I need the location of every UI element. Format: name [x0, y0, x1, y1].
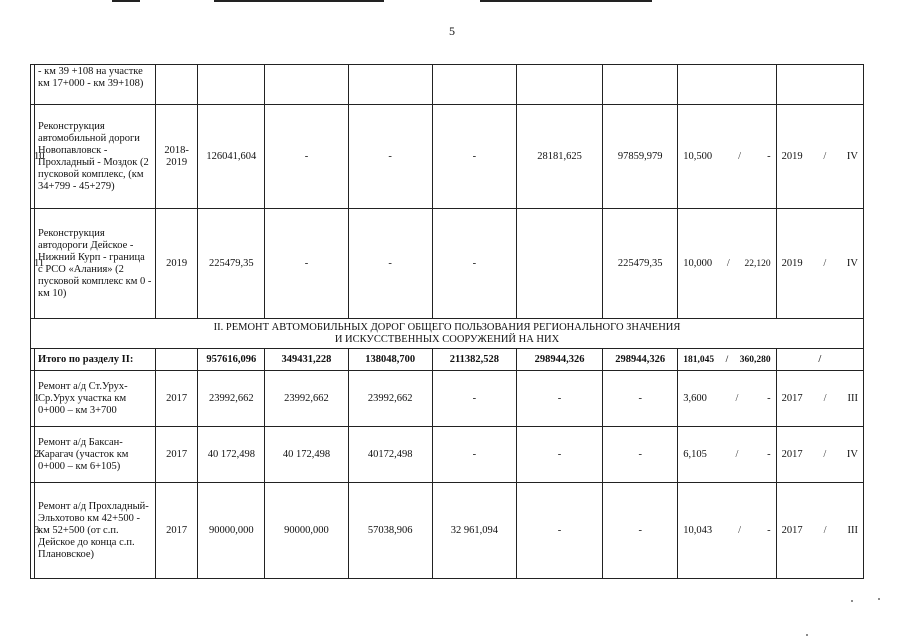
- cell-c2018: 23992,662: [348, 371, 432, 427]
- cell-c2020: -: [516, 427, 602, 483]
- cell-c2019: -: [432, 371, 516, 427]
- cell-years: 2019: [155, 209, 198, 319]
- cell-c2018: 57038,906: [348, 483, 432, 579]
- total-years: [155, 349, 198, 371]
- header-rule-right: [480, 0, 652, 2]
- object-name: Ремонт а/д Баксан-Карагач (участок км 0+000 – км 6+105): [35, 427, 156, 483]
- cell-c2021: -: [603, 427, 678, 483]
- table-row: [31, 427, 864, 483]
- slash-separator: /: [823, 150, 827, 162]
- section-header-line2: И ИСКУССТВЕННЫХ СООРУЖЕНИЙ НА НИХ: [334, 333, 560, 345]
- slash-separator: /: [818, 353, 822, 365]
- cell-total: 90000,000: [198, 483, 265, 579]
- slash-separator: /: [726, 257, 730, 269]
- length-b: 22,120: [744, 258, 771, 269]
- cell-c2020: 28181,625: [516, 105, 602, 209]
- length-a: 10,000: [683, 257, 713, 269]
- cell-c2019: [432, 65, 516, 105]
- total-2020: 298944,326: [516, 349, 602, 371]
- slash-separator: /: [823, 448, 827, 460]
- cell-c2019: -: [432, 105, 516, 209]
- deadline-year: 2017: [781, 524, 803, 536]
- length-cell: [678, 65, 776, 105]
- total-label: Итого по разделу II:: [35, 349, 156, 371]
- length-a: 10,500: [683, 150, 713, 162]
- cell-years: 2017: [155, 371, 198, 427]
- section-header-line1: II. РЕМОНТ АВТОМОБИЛЬНЫХ ДОРОГ ОБЩЕГО ПОЛЬЗОВАНИЯ РЕГИОНАЛЬНОГО ЗНАЧЕНИЯ: [213, 321, 681, 333]
- deadline-cell: [776, 371, 863, 427]
- scan-speck: [806, 634, 808, 636]
- slash-separator: /: [823, 257, 827, 269]
- cell-c2017: 23992,662: [265, 371, 348, 427]
- total-length-cell: [678, 349, 776, 371]
- length-b: -: [767, 448, 771, 460]
- table-section-header: [31, 319, 864, 349]
- cell-years: 2017: [155, 427, 198, 483]
- cell-c2017: 40 172,498: [265, 427, 348, 483]
- length-cell: [678, 371, 776, 427]
- object-name: Реконструкция автомобильной дороги Новопавловск - Прохладный - Моздок (2 пусковой комплекс, (км 34+799 - 45+279): [35, 105, 156, 209]
- total-sum: 957616,096: [198, 349, 265, 371]
- total-length-b: 360,280: [739, 354, 771, 365]
- table-row: [31, 105, 864, 209]
- deadline-cell: [776, 209, 863, 319]
- slash-separator: /: [823, 524, 827, 536]
- object-name: Ремонт а/д Прохладный-Эльхотово км 42+500 - км 52+500 (от с.п. Дейское до конца с.п. Плановское): [35, 483, 156, 579]
- cell-c2020: -: [516, 483, 602, 579]
- cell-c2019: -: [432, 209, 516, 319]
- cell-c2017: -: [265, 209, 348, 319]
- deadline-quarter: IV: [846, 257, 858, 269]
- cell-c2021: -: [603, 483, 678, 579]
- cell-years: [155, 65, 198, 105]
- cell-c2017: -: [265, 105, 348, 209]
- deadline-quarter: III: [847, 392, 858, 404]
- cell-c2021: -: [603, 371, 678, 427]
- cell-c2020: [516, 65, 602, 105]
- deadline-quarter: IV: [846, 150, 858, 162]
- total-deadline-cell: [776, 349, 863, 371]
- road-works-table: [30, 64, 864, 579]
- table-row: [31, 483, 864, 579]
- length-b: -: [767, 150, 771, 162]
- length-a: 10,043: [683, 524, 713, 536]
- deadline-cell: [776, 427, 863, 483]
- deadline-year: 2019: [781, 150, 803, 162]
- deadline-cell: [776, 105, 863, 209]
- deadline-year: 2019: [781, 257, 803, 269]
- scan-speck: [851, 600, 853, 602]
- length-b: -: [767, 524, 771, 536]
- cell-years: 2018- 2019: [155, 105, 198, 209]
- section-header-row: [31, 319, 864, 349]
- total-2017: 349431,228: [265, 349, 348, 371]
- slash-separator: /: [738, 524, 742, 536]
- length-a: 6,105: [683, 448, 707, 460]
- total-2019: 211382,528: [432, 349, 516, 371]
- cell-c2018: -: [348, 105, 432, 209]
- cell-total: 40 172,498: [198, 427, 265, 483]
- cell-c2021: [603, 65, 678, 105]
- header-rule-middle: [214, 0, 384, 2]
- length-b: -: [767, 392, 771, 404]
- object-name: Реконструкция автодороги Дейское - Нижний Курп - граница с РСО «Алания» (2 пусковой комплекс км 0 - км 10): [35, 209, 156, 319]
- table-body-before-section: [31, 65, 864, 319]
- deadline-quarter: III: [847, 524, 858, 536]
- deadline-year: 2017: [781, 448, 803, 460]
- table-row: [31, 65, 864, 105]
- cell-c2019: 32 961,094: [432, 483, 516, 579]
- length-a: 3,600: [683, 392, 707, 404]
- deadline-cell: [776, 65, 863, 105]
- cell-c2018: -: [348, 209, 432, 319]
- cell-c2020: -: [516, 371, 602, 427]
- row-number: 10: [31, 105, 35, 209]
- page-number: 5: [449, 24, 455, 38]
- total-2021: 298944,326: [603, 349, 678, 371]
- row-number: 3: [31, 483, 35, 579]
- slash-separator: /: [735, 392, 739, 404]
- slash-separator: /: [823, 392, 827, 404]
- table-row: [31, 209, 864, 319]
- slash-separator: /: [735, 448, 739, 460]
- length-cell: [678, 427, 776, 483]
- cell-c2017: [265, 65, 348, 105]
- section-header-cell: [31, 319, 864, 349]
- total-length-a: 181,045: [683, 354, 715, 365]
- row-number: 2: [31, 427, 35, 483]
- table-total-body: [31, 349, 864, 371]
- slash-separator: /: [725, 354, 729, 365]
- cell-years: 2017: [155, 483, 198, 579]
- header-rule-left: [112, 0, 140, 2]
- cell-c2020: [516, 209, 602, 319]
- cell-total: 126041,604: [198, 105, 265, 209]
- row-number: 11: [31, 209, 35, 319]
- cell-c2021: 97859,979: [603, 105, 678, 209]
- cell-c2018: [348, 65, 432, 105]
- cell-total: 23992,662: [198, 371, 265, 427]
- total-2018: 138048,700: [348, 349, 432, 371]
- object-name: - км 39 +108 на участке км 17+000 - км 39+108): [35, 65, 156, 105]
- cell-c2017: 90000,000: [265, 483, 348, 579]
- cell-c2019: -: [432, 427, 516, 483]
- table-row: [31, 371, 864, 427]
- cell-c2021: 225479,35: [603, 209, 678, 319]
- slash-separator: /: [738, 150, 742, 162]
- section-total-row: [31, 349, 864, 371]
- scan-speck: [878, 598, 880, 600]
- deadline-year: 2017: [781, 392, 803, 404]
- deadline-cell: [776, 483, 863, 579]
- table-body-after-section: [31, 371, 864, 579]
- object-name: Ремонт а/д Ст.Урух-Ср.Урух участка км 0+000 – км 3+700: [35, 371, 156, 427]
- deadline-quarter: IV: [846, 448, 858, 460]
- length-cell: [678, 105, 776, 209]
- cell-total: [198, 65, 265, 105]
- cell-c2018: 40172,498: [348, 427, 432, 483]
- cell-total: 225479,35: [198, 209, 265, 319]
- row-number: 1: [31, 371, 35, 427]
- length-cell: [678, 483, 776, 579]
- length-cell: [678, 209, 776, 319]
